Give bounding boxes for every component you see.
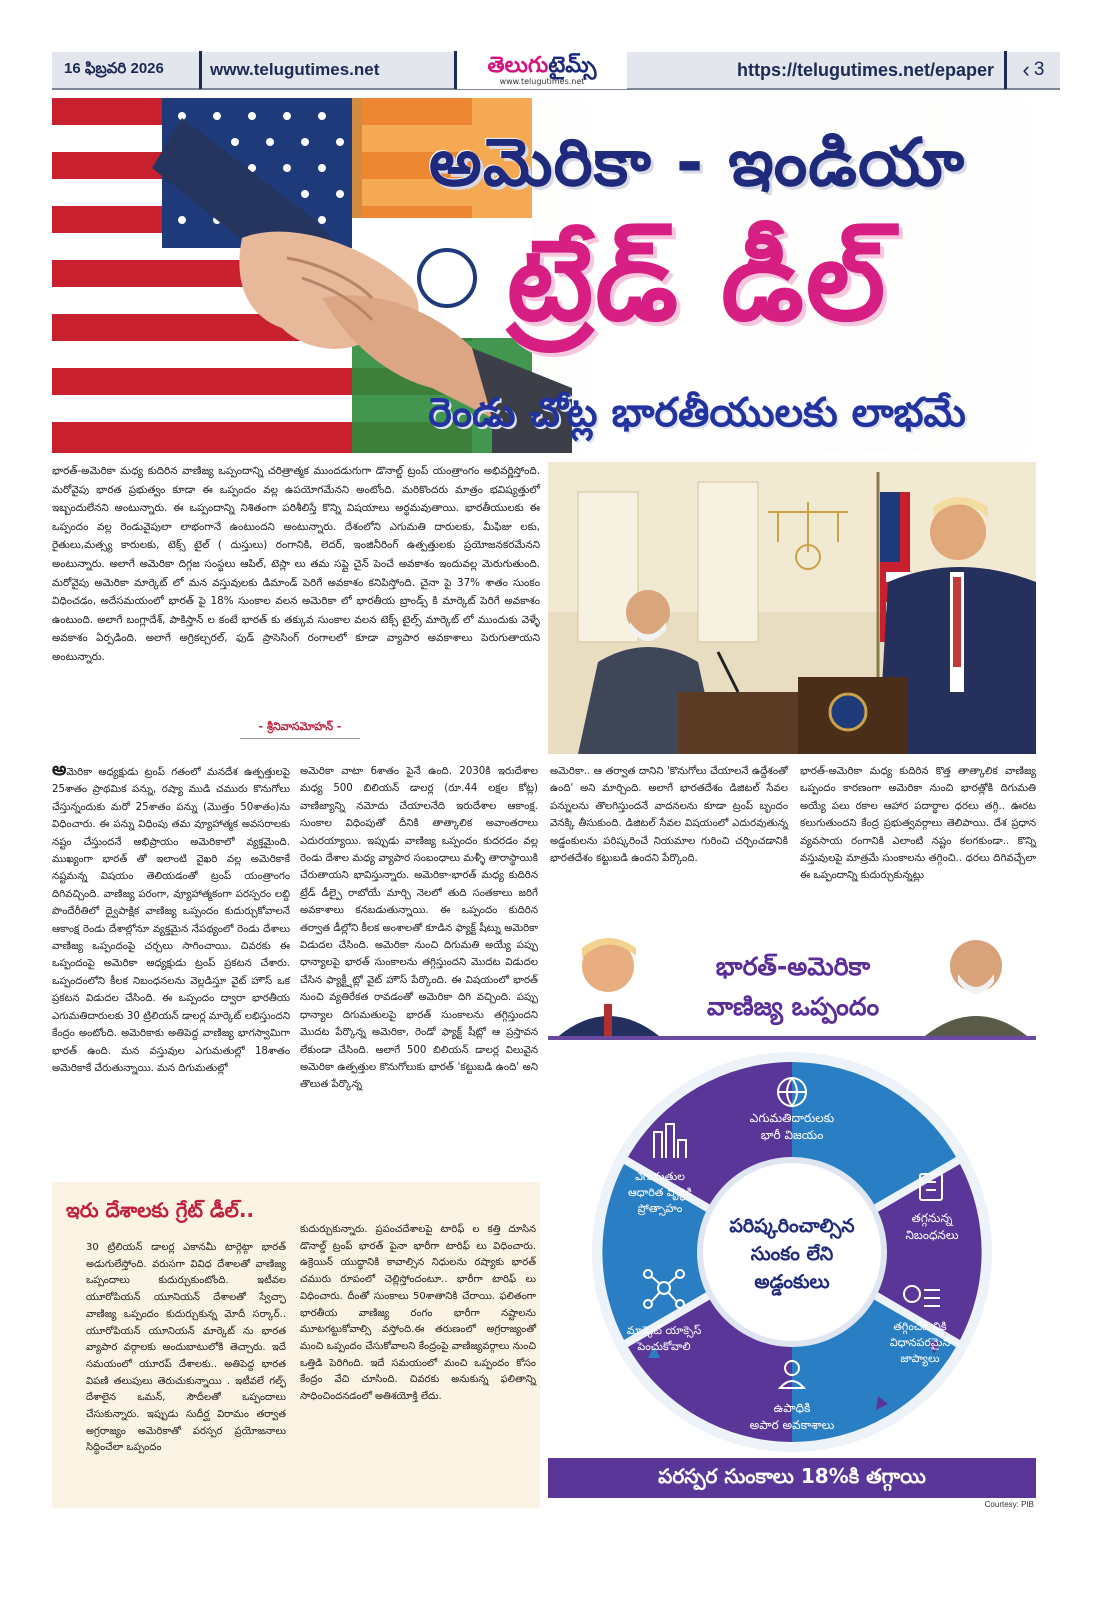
drop-cap: అ [52,759,67,780]
headline-line-1: అమెరికా - ఇండియా [428,124,966,201]
issue-date: 16 ఫిబ్రవరి 2026 [52,51,202,89]
headline-subtitle: రెండు చోట్ల భారతీయులకు లాభమే [428,390,966,436]
hero-banner [52,98,1060,453]
segment-label-6: ఎగుమతుల ఆధారిత వృద్ధికి ప్రోత్సాహం [627,1170,693,1215]
lead-paragraph: భారత్-అమెరికా మధ్య కుదిరిన వాణిజ్య ఒప్పందాన్ని చరిత్రాత్మక ముందడుగుగా డొనాల్డ్ ట్రంప్ యంత్రాంగం అభివర్ణిస్తోంది. మరోవైపు భారత ప్రభుత్వం కూడా ఈ ఒప్పందం వల్ల ఉపయోగమేనని అంటోంది. మరికొందరు మాత్రం భవిష్యత్తులో ఇబ్బందులేనని అంటున్నారు. ఈ ఒప్పందాన్ని నిశితంగా పరిశీలిస్తే కొన్ని విషయాలు అర్థమవుతాయి. భారతీయులకు ఈ ఒప్పందం వల్ల రెండువైపులా లాభంగానే ఉంటుందని అంటున్నారు. దేశంలోని ఎగుమతి దారులకు, మీఫిజు లకు, రైతులు,మత్స్య కారులకు, టెక్స్ టైల్ ( దుస్తులు) రంగానికి, లెదర్, ఇంజినీరింగ్ ఉత్పత్తులకు ప్రయోజనకరమేనని అంటున్నారు. అలాగే అమెరికా దిగ్గజ సంస్థలు ఆపిల్, టెస్లా లు తమ సప్లై చైన్ పెంచే అవకాశం ఇందువల్ల మెరుగుతుంది. మరోవైపు అమెరికా మార్కెట్ లో మన వస్తువులకు డిమాండ్ పెరిగే అవకాశం కనిపిస్తోంది. చైనా పై 37% శాతం సుంకం విధించడం, అదేసమయంలో భారత్ పై 18% సుంకాల వలన అమెరికా లో భారతీయ బ్రాండ్స్ కి మార్కెట్ పెరిగే అవకాశం ఉంటుంది. అలాగే బంగ్లాదేశ్, పాకిస్తాన్ ల కంటే భారత్ కు తక్కువ సుంకాల వలన టెక్స్ టైల్స్ మార్కెట్ లో ముందుకు వెళ్ళే అవకాశం ఏర్పడింది. అలాగే అగ్రికల్చరల్, ఫుడ్ ప్రాసెసింగ్ రంగాలలో కూడా వ్యాపార అవకాశాలు పెరుగుతాయని అంటున్నారు. [52,465,540,663]
segment-label-5: మార్కెట్ యాక్సెస్ పెంచుకోవాలి [626,1324,702,1353]
article-column-3: అమెరికా.. ఆ తర్వాత దానిని 'కొనుగోలు చేయాలనే ఉద్దేశంతో ఉంది' అని మార్చింది. అలాగే భారతదేశం డిజిటల్ సేవల పన్నులను తొలగిస్తుందనే వాదనలను కూడా ట్రంప్ బృందం వెనక్కి తీసుకుంది. డిజిటల్ సేవల విషయంలో ఎదురవుతున్న అడ్డంకులను పరిష్కరించే నియమాల గురించి చర్చించడానికి భారతదేశం కట్టుబడి ఉందని పేర్కొంది. [550,766,788,865]
tariff-barriers-infographic [548,1046,1036,1506]
page-number [1004,51,1060,89]
center-label: పరిష్కరించాల్సిన సుంకం లేని అడ్డంకులు [729,1215,855,1293]
great-deal-left-column: 30 ట్రిలియన్ డాలర్ల ఎకానమీ టార్గెట్గా భారత్ అడుగులేస్తోంది. వరుసగా వివిధ దేశాలతో వాణిజ్య ఒప్పందాలు కుదుర్చుకుంటోంది. ఇటీవల యూరోపియన్ యూనియన్ దేశాలతో స్వేచ్ఛా వాణిజ్య ఒప్పందం కుదుర్చుకున్న మోదీ సర్కార్.. యూరోపియన్ యూనియన్ మార్కెట్ ను భారత వ్యాపార వర్గాలకు అందుబాటులోకి తెచ్చారు. ఇదే సమయంలో యూరప్ దేశాలకు.. అతిపెద్ద భారత విపణి తలుపులు తెరుచుకున్నాయి . ఇటీవలే గల్ఫ్ దేశాలైన ఒమన్, సౌదీలతో ఒప్పందాలు చేసుకున్నారు. ఇప్పుడు సుదీర్ఘ విరామం తర్వాత అగ్రరాజ్యం అమెరికాతో పరస్పర ప్రయోజనాలు సిద్ధించేలా ఒప్పందం [86,1242,286,1454]
segment-label-2: తగ్గనున్న నిబంధనలు [905,1211,959,1242]
segment-label-4: ఉపాధికి అపార అవకాశాలు [749,1401,835,1432]
banner-line-1: భారత్-అమెరికా [715,952,871,981]
leaders-press-photo [548,462,1036,754]
image-courtesy: Courtesy: PIB [984,1500,1034,1509]
segment-label-3: తగ్గించడానికి విధానపరమైన జాప్యాలు [889,1320,951,1365]
logo-accent: టైమ్స్ [548,52,597,78]
article-column-1 [52,759,290,1077]
barriers-wheel [548,1046,1036,1458]
epaper-url-link[interactable]: https://telugutimes.net/epaper [736,59,994,80]
article-column-2: అమెరికా వాటా 6శాతం పైనే ఉంది. 2030కి ఇరుదేశాల మధ్య 500 బిలియన్ డాలర్ల (రూ.44 లక్షల కోట్ల) వాణిజ్యాన్ని నమోదు చేయాలనేది ఇరుదేశాల ఆకాంక్ష. సుంకాల విధింపుతో దీనికి తాత్కాలిక అవాంతరాలు ఎదురయ్యాయి. ఇప్పుడు వాణిజ్య ఒప్పందం కుదరడం వల్ల రెండు దేశాల మధ్య వ్యాపార సంబంధాలు మళ్ళీ తారాస్థాయికి చేరుతాయని భావిస్తున్నారు. అమెరికా-భారత్ మధ్య కుదిరిన ట్రేడ్ డీల్పై రాబోయే మార్చి నెలలో తుది సంతకాలు జరిగే అవకాశాలు కనబడుతున్నాయి. ఈ ఒప్పందం కుదిరిన తర్వాత డీల్లోని కీలక అంశాలతో కూడిన ఫ్యాక్ట్ షీట్ను అమెరికా విడుదల చేసింది. అమెరికా నుంచి దిగుమతి అయ్యే పప్పు ధాన్యాలపై భారత్ సుంకాలను తగ్గిస్తుందని మొదట విడుదల చేసిన ఫ్యాక్ట్షీట్లో వైట్ హౌస్ పేర్కొంది. ఈ విషయంలో భారత్ నుంచి వ్యతిరేకత రావడంతో అమెరికా దిగి వచ్చింది. పప్పు ధాన్యాల దిగుమతులపై భారత్ సుంకాలను తగ్గిస్తుందని మొదట పేర్కొన్న అమెరికా, రెండో ఫ్యాక్ట్ షీట్లో ఆ ప్రస్తావన లేకుండా చేసింది. అలాగే 500 బిలియన్ డాలర్ల విలువైన అమెరికా ఉత్పత్తుల కొనుగోలుకు భారత్ 'కట్టుబడి ఉంది' అని తొలుత పేర్కొన్న [300,766,538,1091]
modi-portrait [920,940,1032,1040]
page-header [52,52,1060,90]
masthead-logo[interactable] [457,51,627,89]
trade-pact-banner [548,922,1036,1040]
article-column-4: భారత్-అమెరికా మధ్య కుదిరిన కొత్త తాత్కాలిక వాణిజ్య ఒప్పందం కారణంగా అమెరికా నుంచి భారత్లోకి దిగుమతి అయ్యే పలు రకాల ఆహార పదార్థాల ధరలు తగ్గి.. ఊరట కలుగుతుందని కేంద్ర ప్రభుత్వవర్గాలు తెలిపాయి. దేశ ప్రధాన వ్యవసాయ రంగానికి ఎలాంటి నష్టం కలగకుండా.. కొన్ని వస్తువులపై మాత్రమే సుంకాలను తగ్గించి.. ధరలు దిగివచ్చేలా ఈ ఒప్పందాన్ని కుదుర్చుకున్నట్లు [800,766,1036,882]
great-deal-title: ఇరు దేశాలకు గ్రేట్ డీల్.. [66,1198,255,1222]
great-deal-right-column: కుదుర్చుకున్నారు. ప్రపంచదేశాలపై టారిఫ్ ల కత్తి దూసిన డొనాల్డ్ ట్రంప్ భారత్ పైనా భారీగా టారిఫ్ లు విధించారు. ఉక్రెయిన్ యుద్ధానికి కావాల్సిన నిధులను రష్యాకు భారత్ చమురు రూపంలో చెల్లిస్తోందంటూ.. భారీగా టారిఫ్ లు విధించారు. దీంతో సుంకాలు 50శాతానికి చేరాయి. ఫలితంగా భారతీయ వాణిజ్య రంగం భారీగా నష్టాలను మూటగట్టుకోవాల్సి వస్తోంది.ఈ తరుణంలో అగ్రరాజ్యంతో మంచి ఒప్పందం చేసుకోవాలని కేంద్రంపై వాణిజ్యవర్గాలు నుంచి ఒత్తిడి పెరిగింది. ఇదే సమయంలో మంచి ఒప్పందం కోసం కేంద్రం వేచి చూసింది. చివరకు అనుకున్న ఫలితాన్ని సాధించిందనడంలో అతిశయోక్తి లేదు. [300,1224,536,1403]
podium-right [798,677,908,754]
site-url-link[interactable]: www.telugutimes.net [202,51,457,89]
modi-trump-photo [548,462,1036,754]
page-number-value: 3 [1033,59,1045,80]
headline-line-2: ట్రేడ్ డీల్ [506,216,888,346]
chevron-left-icon: ‹ [1022,57,1030,82]
column-1-text: మెరికా అధ్యక్షుడు ట్రంప్ గతంలో మనదేశ ఉత్పత్తులపై 25శాతం ప్రాథమిక పన్ను, రష్యా ముడి చమురు కొనుగోలు చేస్తున్నందుకు మరో 25శాతం పన్ను (మొత్తం 50శాతం)ను విధించారు. ఈ పన్ను విధింపు తమ వ్యూహాత్మక అవసరాలకు నష్టం చేస్తుందనే అభిప్రాయం అమెరికాలో వ్యక్తమైంది. ముఖ్యంగా భారత్ తో ఇలాంటి వైఖరి వల్ల అమెరికాకే నష్టమన్న విషయం తెలియడంతో ట్రంప్ యంత్రాంగం దిగివచ్చింది. వాణిజ్య పరంగా, వ్యూహాత్మకంగా పరస్పరం లబ్ది పొందేరీతిలో ద్వైపాక్షిక వాణిజ్య ఒప్పందం కుదుర్చుకోవాలనే ఆకాంక్ష రెండు దేశాల్లోనూ వ్యక్తమైన నేపథ్యంలో రెండు దేశాలు వాణిజ్య ఒప్పందంపై చర్చలు సాగించాయి. చివరకు ఈ ఒప్పందంపై అమెరికా అధ్యక్షుడు ట్రంప్ ప్రకటన చేశారు. ఒప్పందంలోని కీలక నిబంధనలను వెల్లడిస్తూ వైట్ హౌస్ ఒక ప్రకటన విడుదల చేసింది. ఈ ఒప్పందం ద్వారా భారతీయ ఎగుమతిదారులకు 30 ట్రిలియన్ డాలర్ల మార్కెట్ లభిస్తుందని కేంద్రం అంటోంది. అమెరికాకు అతిపెద్ద వాణిజ్య భాగస్వామిగా భారత్ ఉంది. మన వస్తువుల ఎగుమతుల్లో 18శాతం అమెరికాకే చేరుతున్నాయి. మన దిగుమతుల్లో [52,767,290,1074]
logo-main: తెలుగు [487,52,549,78]
banner-line-2: వాణిజ్య ఒప్పందం [706,992,880,1021]
trump-portrait [554,938,664,1040]
segment-label-1: ఎగుమతిదారులకు భారీ విజయం [749,1111,835,1142]
byline: - శ్రీనివాసమోహన్ - [240,720,360,739]
logo-subtext: www.telugutimes.net [499,76,585,86]
infographic-footer: పరస్పర సుంకాలు 18%కి తగ్గాయి [548,1458,1036,1498]
